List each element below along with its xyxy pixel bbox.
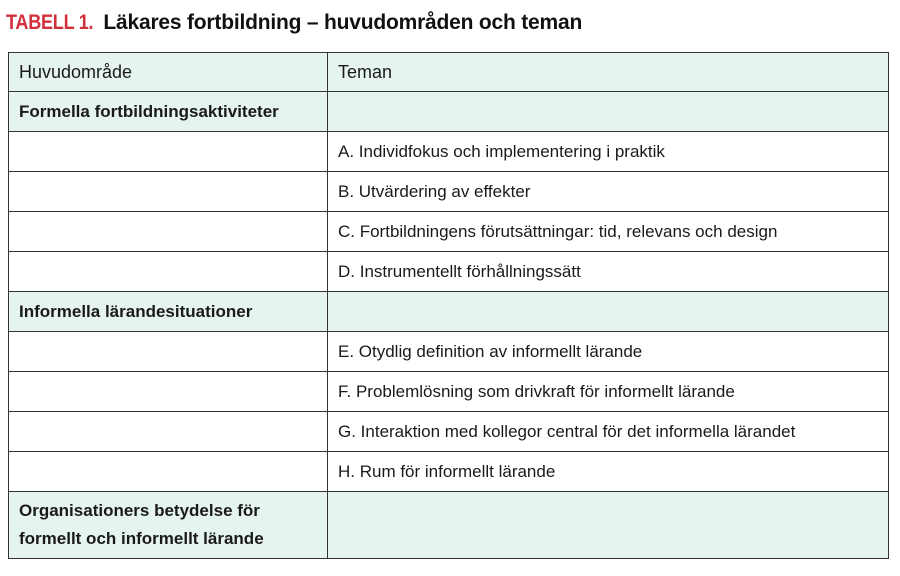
section-theme-empty [328,292,889,332]
section-row [9,292,889,332]
theme-cell: C. Fortbildningens förutsättningar: tid, relevans och design [328,212,889,252]
themes-table [8,52,889,559]
header-teman: Teman [328,53,889,92]
section-row [9,492,889,559]
empty-cell [9,452,328,492]
table-label: TABELL 1. [6,11,94,34]
theme-cell: H. Rum för informellt lärande [328,452,889,492]
theme-cell: D. Instrumentellt förhållningssätt [328,252,889,292]
table-row [9,372,889,412]
section-name: Informella lärandesituationer [9,292,328,332]
header-huvudomrade: Huvudområde [9,53,328,92]
theme-cell: F. Problemlösning som drivkraft för informellt lärande [328,372,889,412]
section-theme-empty [328,492,889,559]
section-name: Formella fortbildningsaktiviteter [9,92,328,132]
table-caption: Läkares fortbildning – huvudområden och teman [103,11,583,34]
header-row [9,53,889,92]
empty-cell [9,132,328,172]
table-row [9,332,889,372]
empty-cell [9,252,328,292]
table-row [9,172,889,212]
empty-cell [9,372,328,412]
theme-cell: G. Interaktion med kollegor central för det informella lärandet [328,412,889,452]
empty-cell [9,332,328,372]
theme-cell: E. Otydlig definition av informellt lärande [328,332,889,372]
table-row [9,132,889,172]
table-row [9,452,889,492]
empty-cell [9,172,328,212]
table-title [6,6,582,40]
section-row [9,92,889,132]
table-row [9,412,889,452]
table-row [9,212,889,252]
theme-cell: A. Individfokus och implementering i praktik [328,132,889,172]
empty-cell [9,212,328,252]
section-theme-empty [328,92,889,132]
theme-cell: B. Utvärdering av effekter [328,172,889,212]
table-row [9,252,889,292]
empty-cell [9,412,328,452]
section-name: Organisationers betydelse för formellt och informellt lärande [9,492,328,559]
